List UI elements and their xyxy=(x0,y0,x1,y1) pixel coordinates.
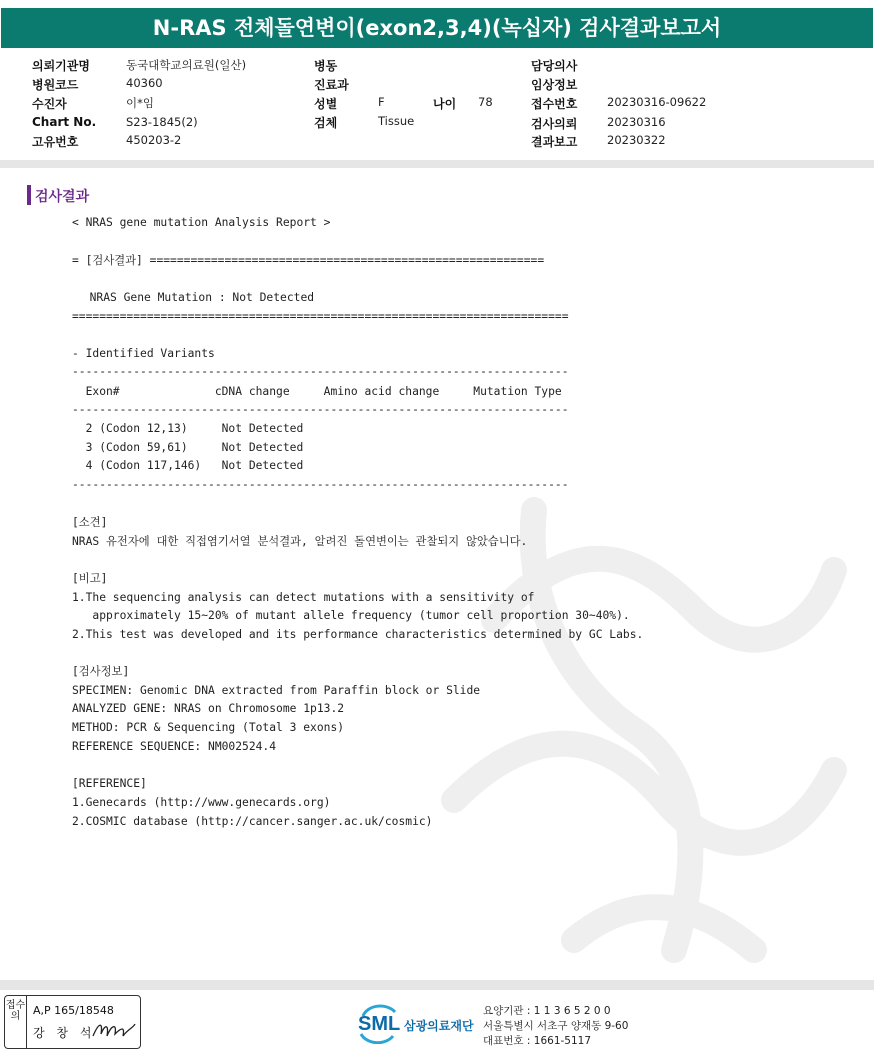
value-patient: 이*임 xyxy=(126,96,154,110)
reference-line: 1.Genecards (http://www.genecards.org) xyxy=(72,796,331,809)
value-specimen: Tissue xyxy=(378,114,415,128)
info-line: ANALYZED GENE: NRAS on Chromosome 1p13.2 xyxy=(72,702,345,715)
remark-line: approximately 15~20% of mutant allele frequency (tumor cell proportion 30~40%). xyxy=(72,609,630,622)
info-header: [검사정보] xyxy=(72,665,130,678)
reference-line: 2.COSMIC database (http://cancer.sanger.ac.uk/cosmic) xyxy=(72,815,433,828)
label-receipt-no: 접수번호 xyxy=(531,97,578,111)
label-doctor: 담당의사 xyxy=(531,59,578,73)
label-report-date: 결과보고 xyxy=(531,135,578,149)
top-header xyxy=(0,0,874,58)
label-institution: 의뢰기관명 xyxy=(32,59,90,73)
signature-icon xyxy=(91,1018,137,1042)
remark-line: 1.The sequencing analysis can detect mutations with a sensitivity of xyxy=(72,591,535,604)
label-ward: 병동 xyxy=(314,59,338,73)
stamp-line-1: A,P 165/18548 xyxy=(33,1004,114,1017)
opinion-text: NRAS 유전자에 대한 직접염기서열 분석결과, 알려진 돌연변이는 관찰되지 않았습니다. xyxy=(72,535,528,548)
value-receipt-no: 20230316-09622 xyxy=(607,95,707,109)
table-row: 4 (Codon 117,146) Not Detected xyxy=(72,459,304,472)
value-sex: F xyxy=(378,95,385,109)
value-institution: 동국대학교의료원(일산) xyxy=(126,58,247,72)
address: 서울특별시 서초구 양재동 9-60 xyxy=(483,1020,629,1032)
label-specimen: 검체 xyxy=(314,116,338,130)
variants-table-header: Exon# cDNA change Amino acid change Mutation Type xyxy=(72,385,562,398)
stamp-line-2: 강 창 석 xyxy=(33,1026,96,1040)
value-report-date: 20230322 xyxy=(607,133,666,147)
label-hospital-code: 병원코드 xyxy=(32,78,79,92)
label-unique-no: 고유번호 xyxy=(32,135,79,149)
remarks-header: [비고] xyxy=(72,572,108,585)
label-age: 나이 xyxy=(433,97,457,111)
logo-text: SML xyxy=(358,1013,401,1035)
label-patient: 수진자 xyxy=(32,97,67,111)
divider xyxy=(0,160,874,168)
table-row: 2 (Codon 12,13) Not Detected xyxy=(72,422,304,435)
value-age: 78 xyxy=(478,95,493,109)
dash-rule-2: ------------------------------------------------------------------------- xyxy=(72,403,569,416)
result-header: = [검사결과] ========================================================== xyxy=(72,254,545,267)
reception-stamp xyxy=(4,995,141,1049)
dash-rule-1: ------------------------------------------------------------------------- xyxy=(72,365,569,378)
reference-header: [REFERENCE] xyxy=(72,777,147,790)
logo-korean: 삼광의료재단 xyxy=(404,1019,474,1033)
section-title: 검사결과 xyxy=(35,189,90,205)
value-unique-no: 450203-2 xyxy=(126,133,182,147)
label-sex: 성별 xyxy=(314,97,338,111)
section-accent-bar xyxy=(27,185,31,205)
label-clinical-info: 임상정보 xyxy=(531,78,578,92)
table-row: 3 (Codon 59,61) Not Detected xyxy=(72,441,304,454)
report-title-line: < NRAS gene mutation Analysis Report > xyxy=(72,216,331,229)
double-rule: ========================================================================= xyxy=(72,310,569,323)
value-chart-no: S23-1845(2) xyxy=(126,115,198,129)
label-chart-no: Chart No. xyxy=(32,115,97,129)
report-title: N-RAS 전체돌연변이(exon2,3,4)(녹십자) 검사결과보고서 xyxy=(1,8,873,48)
label-department: 진료과 xyxy=(314,78,349,92)
footer-divider xyxy=(0,980,874,990)
facility-code: 요양기관 : 1 1 3 6 5 2 0 0 xyxy=(483,1005,611,1017)
opinion-header: [소견] xyxy=(72,516,108,529)
stamp-side-label: 접수의 xyxy=(5,996,27,1048)
info-line: REFERENCE SEQUENCE: NM002524.4 xyxy=(72,740,277,753)
remark-line: 2.This test was developed and its performance characteristics determined by GC Labs. xyxy=(72,628,644,641)
label-request-date: 검사의뢰 xyxy=(531,117,578,131)
result-line: NRAS Gene Mutation : Not Detected xyxy=(76,291,315,304)
value-hospital-code: 40360 xyxy=(126,76,163,90)
variants-header: - Identified Variants xyxy=(72,347,215,360)
phone-number: 대표번호 : 1661-5117 xyxy=(483,1035,592,1047)
value-request-date: 20230316 xyxy=(607,115,666,129)
info-line: METHOD: PCR & Sequencing (Total 3 exons) xyxy=(72,721,345,734)
dash-rule-3: ------------------------------------------------------------------------- xyxy=(72,478,569,491)
info-line: SPECIMEN: Genomic DNA extracted from Paraffin block or Slide xyxy=(72,684,481,697)
